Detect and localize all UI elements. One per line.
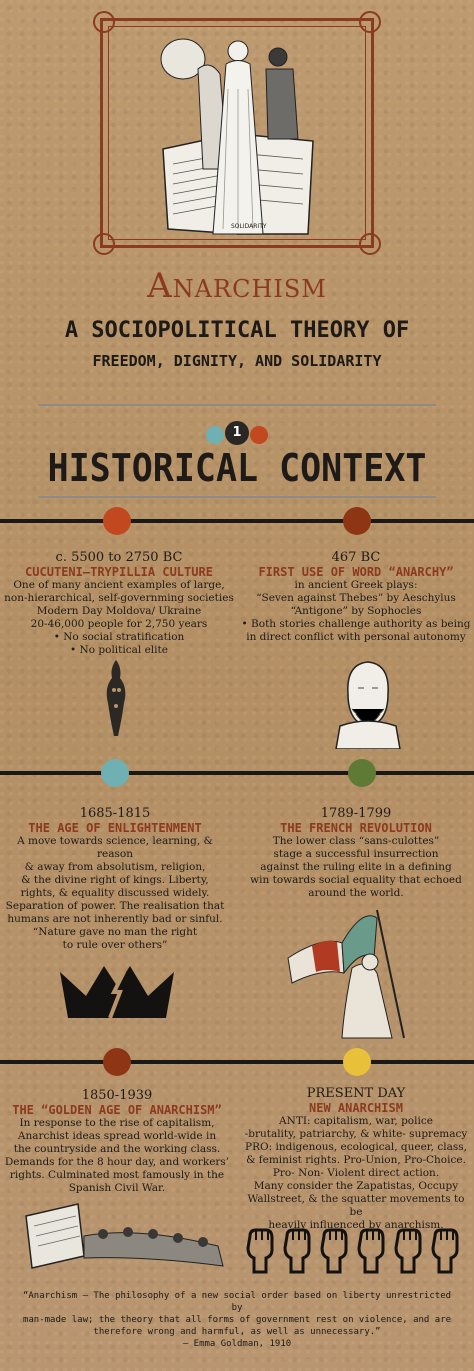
event-date: c. 5500 to 2750 BC (55, 550, 183, 565)
event-heading: THE FRENCH REVOLUTION (280, 821, 432, 835)
badge-dot-orange (250, 426, 268, 444)
book-text: SOLIDARITY (231, 223, 267, 230)
event-line: PRO: indigenous, ecological, queer, class, (245, 1141, 467, 1153)
timeline-dot-rust (103, 1048, 131, 1076)
quote-attribution: – Emma Goldman, 1910 (182, 1339, 292, 1349)
event-line: the countryside and the working class. (13, 1143, 221, 1155)
crown-icon (58, 962, 176, 1020)
event-enlightenment (0, 806, 230, 952)
raised-fist-icon (318, 1226, 350, 1274)
quote-line: man-made law; the theory that all forms of government rest on violence, and are (22, 1315, 452, 1325)
timeline-dot-rust (343, 507, 371, 535)
event-line: rights, & equality discussed widely. (20, 887, 210, 899)
subtitle-line-1: A SOCIOPOLITICAL THEORY OF (64, 318, 410, 343)
event-line: • No social stratification (53, 631, 185, 643)
event-heading: CUCUTENI–TRYPILLIA CULTURE (25, 565, 213, 579)
event-line: Separation of power. The realisation that (5, 900, 225, 912)
event-line: “Antigone” by Sophocles (290, 605, 422, 617)
event-line: & away from absolutism, religion, (24, 861, 206, 873)
subtitle-line-2: FREEDOM, DIGNITY, AND SOLIDARITY (92, 352, 382, 370)
event-line: A move towards science, learning, & reason (17, 835, 213, 860)
event-line: ANTI: capitalism, war, police (279, 1115, 433, 1127)
page-title: Anarchism (147, 266, 327, 306)
event-line: • Both stories challenge authority as being (241, 618, 471, 630)
frame-ornament (359, 233, 381, 255)
timeline-dot-teal (101, 759, 129, 787)
event-line: “Seven against Thebes” by Aeschylus (256, 592, 456, 604)
venus-figurine-icon (100, 658, 132, 738)
frame-ornament (93, 11, 115, 33)
badge-dot-teal (206, 426, 224, 444)
statue-figures-illustration (148, 29, 328, 239)
raised-fist-icon (392, 1226, 424, 1274)
event-line: Wallstreet, & the squatter movements to be (247, 1193, 465, 1218)
raised-fist-icon (244, 1226, 276, 1274)
event-line: The lower class “sans-culottes” (272, 835, 440, 847)
raised-fist-icon (281, 1226, 313, 1274)
timeline-dot-olive (348, 759, 376, 787)
quote-line: therefore wrong and harmful, as well as unnecessary.” (93, 1327, 381, 1337)
event-french-revolution (241, 806, 471, 900)
divider (38, 496, 436, 498)
event-line: rights. Culminated most famously in the (9, 1169, 225, 1181)
event-date: PRESENT DAY (306, 1086, 406, 1101)
event-line: “Nature gave no man the right (32, 926, 198, 938)
event-line: -brutality, patriarchy, & white- supremacy (244, 1128, 468, 1140)
event-line: Spanish Civil War. (68, 1182, 166, 1194)
event-heading: THE AGE OF ENLIGHTENMENT (28, 821, 202, 835)
event-line: around the world. (308, 887, 404, 899)
event-line: heavily influenced by anarchism. (268, 1219, 444, 1231)
event-cucuteni (4, 550, 234, 657)
event-date: 1789-1799 (320, 806, 392, 821)
event-line: Pro- Non- Violent direct action. (272, 1167, 440, 1179)
event-line: & the divine right of kings. Liberty, (21, 874, 209, 886)
raised-fist-icon (355, 1226, 387, 1274)
event-golden-age (2, 1088, 232, 1195)
event-line: Many consider the Zapatistas, Occupy (253, 1180, 459, 1192)
event-new-anarchism (241, 1086, 471, 1232)
timeline-dot-orange (103, 507, 131, 535)
event-line: Modern Day Moldova/ Ukraine (36, 605, 202, 617)
timeline-line (0, 1060, 474, 1064)
event-line: against the ruling elite in a defining (260, 861, 452, 873)
timeline-line (0, 519, 474, 523)
event-line: • No political elite (70, 644, 168, 656)
liberty-flag-illustration (282, 898, 412, 1046)
hero-frame (100, 18, 374, 248)
closing-quote (18, 1290, 456, 1350)
event-date: 1850-1939 (81, 1088, 153, 1103)
section-title: HISTORICAL CONTEXT (47, 446, 427, 490)
workers-pushing-illustration (18, 1196, 228, 1276)
event-line: stage a successful insurrection (273, 848, 439, 860)
event-heading: THE “GOLDEN AGE OF ANARCHISM” (12, 1103, 222, 1117)
event-line: Demands for the 8 hour day, and workers’ (4, 1156, 230, 1168)
event-heading: NEW ANARCHISM (309, 1101, 403, 1115)
event-heading: FIRST USE OF WORD “ANARCHY” (258, 565, 454, 579)
event-line: to rule over others” (62, 939, 168, 951)
raised-fist-icon (429, 1226, 461, 1274)
event-line: In response to the rise of capitalism, (19, 1117, 215, 1129)
event-line: in direct conflict with personal autonomy (246, 631, 466, 643)
event-line: Anarchist ideas spread world-wide in (17, 1130, 217, 1142)
event-line: humans are not inherently bad or sinful. (7, 913, 223, 925)
event-date: 1685-1815 (79, 806, 151, 821)
event-date: 467 BC (331, 550, 381, 565)
event-line: win towards social equality that echoed (250, 874, 462, 886)
section-number-badge: 1 (225, 421, 249, 445)
event-anarchy-word (241, 550, 471, 644)
event-line: & feminist rights. Pro-Union, Pro-Choice. (246, 1154, 466, 1166)
event-line: non-hierarchical, self-governming societies (4, 592, 234, 604)
fists-row (244, 1226, 466, 1276)
greek-bust-illustration (328, 654, 408, 749)
quote-line: “Anarchism – The philosophy of a new social order based on liberty unrestricted by (22, 1291, 452, 1313)
event-line: in ancient Greek plays: (294, 579, 418, 591)
event-line: One of many ancient examples of large, (13, 579, 225, 591)
frame-ornament (359, 11, 381, 33)
frame-ornament (93, 233, 115, 255)
timeline-dot-yellow (343, 1048, 371, 1076)
timeline-line (0, 771, 474, 775)
divider (38, 404, 436, 406)
event-line: 20-46,000 people for 2,750 years (30, 618, 208, 630)
